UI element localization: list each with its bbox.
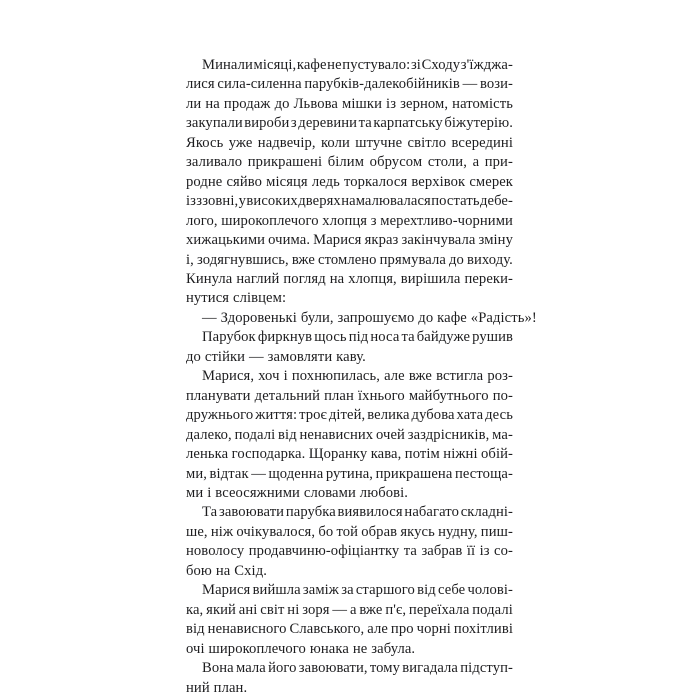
- text-line: ленька господарка. Щоранку кава, потім ніжні обій-: [186, 446, 513, 463]
- text-line: лися сила-силенна парубків-далекобійників — вози-: [186, 76, 513, 93]
- text-line: нутися слівцем:: [186, 290, 287, 307]
- paragraph: [186, 659, 513, 698]
- text-line: ми, відтак — щоденна рутина, прикрашена пестоща-: [186, 465, 513, 482]
- text-line: дружнього життя: троє дітей, велика дубова хата десь: [186, 407, 513, 424]
- text-line: від ненависного Славського, але про чорні похітливі: [186, 621, 513, 638]
- text-line: ізззовні, у високих дверях намалювалася постать дебе-: [186, 193, 513, 210]
- text-line: новолосу продавчиню-офіціантку та забрав її із со-: [186, 543, 513, 560]
- paragraph: [186, 367, 513, 503]
- text-line: і, зодягнувшись, вже стомлено прямувала до виходу.: [186, 251, 513, 268]
- text-line: ше, ніж очікувалося, бо той обрав якусь нудну, пиш-: [186, 523, 513, 540]
- text-line: Вона мала його завоювати, тому вигадала підступ-: [202, 660, 513, 677]
- text-line: планувати детальний план їхнього майбутнього по-: [186, 387, 513, 404]
- text-line: до стійки — замовляти каву.: [186, 348, 366, 365]
- text-line: бою на Схід.: [186, 562, 267, 579]
- text-line: — Здоровенькі були, запрошуємо до кафе «Радість»!: [202, 309, 537, 326]
- text-line: ли на продаж до Львова мішки із зерном, натомість: [186, 95, 513, 112]
- text-line: заливало прикрашені білим обрусом столи, а при-: [186, 154, 513, 171]
- text-line: закупали вироби з деревини та карпатську біжутерію.: [186, 115, 513, 132]
- paragraph: [186, 309, 537, 328]
- text-line: Якось уже надвечір, коли штучне світло всередині: [186, 134, 513, 151]
- text-line: хижацькими очима. Марися якраз закінчувала зміну: [186, 232, 513, 249]
- text-line: далеко, подалі від ненависних очей заздрісників, ма-: [186, 426, 513, 443]
- paragraph: [186, 581, 513, 659]
- text-line: Марися вийшла заміж за старшого від себе чолові-: [202, 582, 513, 599]
- text-line: Марися, хоч і похнюпилась, але вже встигла роз-: [202, 368, 513, 385]
- text-line: ми і всеосяжними словами любові.: [186, 484, 409, 501]
- text-line: Кинула наглий погляд на хлопця, вирішила переки-: [186, 270, 513, 287]
- text-line: родне сяйво місяця ледь торкалося верхівок смерек: [186, 173, 513, 190]
- text-line: очі широкоплечого юнака не забула.: [186, 640, 416, 657]
- text-line: Та завоювати парубка виявилося набагато складні-: [202, 504, 513, 521]
- text-line: ний план.: [186, 679, 248, 696]
- paragraph: [186, 56, 513, 309]
- text-line: лого, широкоплечого хлопця з мерехтливо-чорними: [186, 212, 513, 229]
- text-line: Парубок фиркнув щось під носа та байдуже рушив: [202, 329, 513, 346]
- paragraph: [186, 503, 513, 581]
- body-text-column: [186, 56, 537, 698]
- text-line: ка, який ані світ ні зоря — а вже п'є, переїхала подалі: [186, 601, 513, 618]
- text-line: Минали місяці, кафе не пустувало: зі Сходу з'їжджа-: [202, 57, 513, 73]
- paragraph: [186, 328, 513, 367]
